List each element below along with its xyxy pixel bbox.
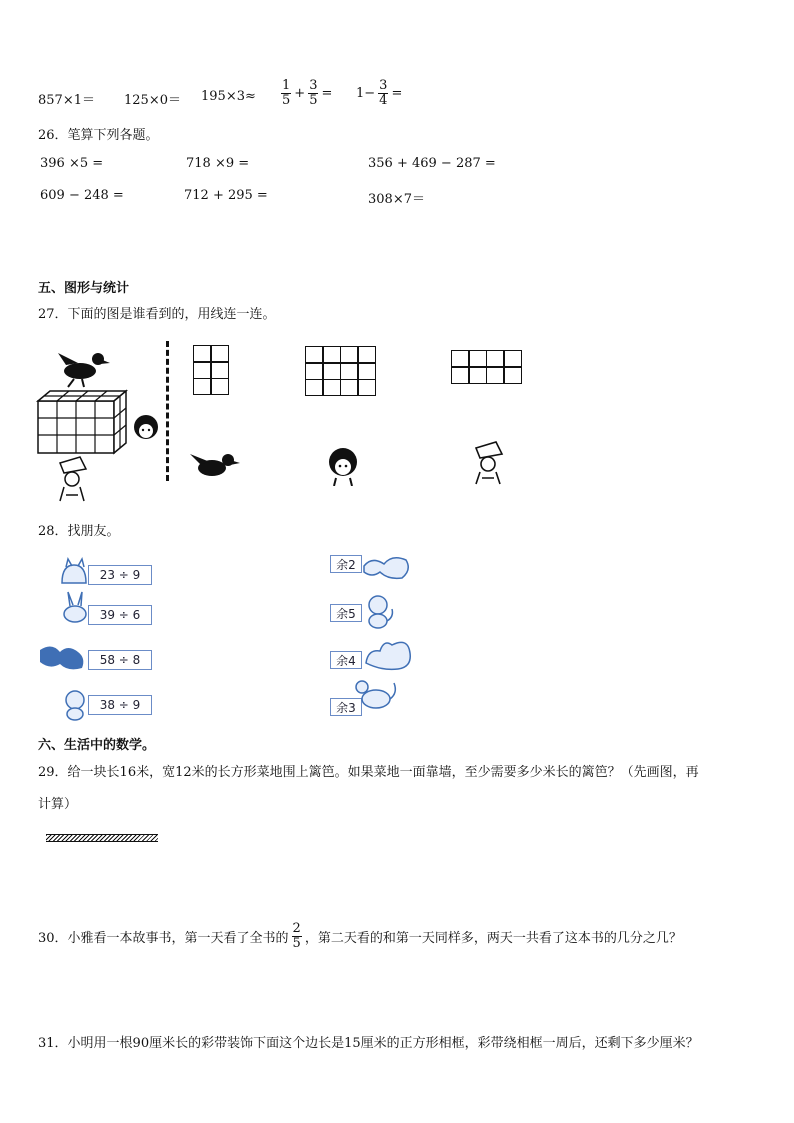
view-grid-3 (451, 350, 522, 384)
monkey-icon (362, 593, 396, 631)
wall-symbol (46, 834, 158, 842)
bird-icon (58, 353, 110, 387)
division-card[interactable]: 39 ÷ 6 (88, 605, 152, 625)
girl-icon (134, 415, 158, 439)
written-calc-2: 718 ×9 = (186, 156, 250, 171)
remainder-card[interactable]: 余2 (330, 555, 362, 573)
calc-item-4: $\frac{1}{5}$ + $\frac{3}{5}$ = (282, 78, 333, 108)
rabbit-icon (58, 590, 92, 624)
calc-item-3: 195×3≈ (201, 89, 256, 104)
question-30: 30．小雅看一本故事书，第一天看了全书的 $\frac{2}{5}$ ，第二天看的和第一天同样多，两天一共看了这本书的几分之几？ (38, 921, 682, 951)
written-calc-3: 356 + 469 − 287 = (368, 156, 496, 171)
fraction: $\frac{3}{5}$ (309, 78, 318, 108)
boy-with-hat-icon (60, 457, 86, 501)
section-5-heading: 五、图形与统计 (38, 281, 130, 296)
written-calc-4: 609 − 248 = (40, 188, 124, 203)
written-calc-6: 308×7＝ (368, 192, 425, 207)
divider (166, 341, 169, 481)
calc-item-2: 125×0＝ (124, 93, 181, 108)
remainder-card[interactable]: 余5 (330, 604, 362, 622)
question-27-title: 27．下面的图是谁看到的，用线连一连。 (38, 307, 276, 322)
written-calc-1: 396 ×5 = (40, 156, 104, 171)
calc-item-1: 857×1＝ (38, 93, 95, 108)
question-26-title: 26．笔算下列各题。 (38, 128, 159, 143)
remainder-card[interactable]: 余3 (330, 698, 362, 716)
monkey-icon (58, 688, 92, 722)
squirrel-icon (362, 633, 414, 673)
cat-icon (58, 557, 92, 587)
section-6-heading: 六、生活中的数学。 (38, 738, 156, 753)
fraction: $\frac{1}{5}$ (282, 78, 291, 108)
squirrel-icon (362, 552, 414, 582)
calc-item-5: 1− $\frac{3}{4}$ = (356, 78, 403, 108)
fraction: $\frac{2}{5}$ (292, 921, 301, 951)
written-calc-5: 712 + 295 = (184, 188, 268, 203)
girl-icon (324, 446, 362, 486)
division-card[interactable]: 38 ÷ 9 (88, 695, 152, 715)
question-28-title: 28．找朋友。 (38, 524, 120, 539)
division-card[interactable]: 23 ÷ 9 (88, 565, 152, 585)
division-card[interactable]: 58 ÷ 8 (88, 650, 152, 670)
mouse-icon (346, 677, 400, 713)
boy-with-hat-icon (470, 440, 510, 486)
fraction: $\frac{3}{4}$ (379, 78, 388, 108)
question-29-line-2: 计算） (38, 797, 78, 812)
bird-icon (186, 448, 242, 484)
question-31: 31．小明用一根90厘米长的彩带装饰下面这个边长是15厘米的正方形相框，彩带绕相框一周后，还剩下多少厘米？ (38, 1036, 699, 1051)
cube-stack-illustration (30, 345, 170, 505)
view-grid-2 (305, 346, 376, 396)
squirrel-icon (38, 642, 90, 674)
question-29-line-1: 29．给一块长16米，宽12米的长方形菜地围上篱笆。如果菜地一面靠墙，至少需要多少米长的篱笆？（先画图，再 (38, 765, 699, 780)
remainder-card[interactable]: 余4 (330, 651, 362, 669)
view-grid-1 (193, 345, 229, 395)
